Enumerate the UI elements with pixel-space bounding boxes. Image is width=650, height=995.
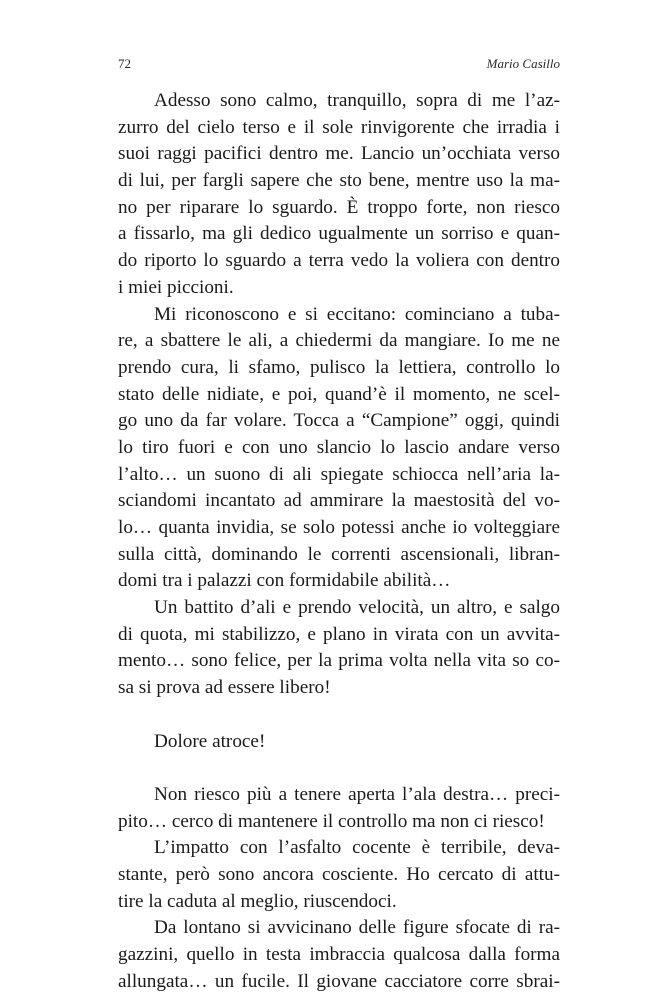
paragraph-4 xyxy=(118,729,560,756)
text-line: lo… quanta invidia, se solo potessi anche io volteggiare xyxy=(118,517,560,538)
text-line: di lui, per fargli sapere che sto bene, mentre uso la ma- xyxy=(118,170,560,192)
text-line: sulla città, dominando le correnti ascensionali, libran- xyxy=(118,543,560,565)
page-number: 72 xyxy=(118,56,131,71)
text-line: allungata… un fucile. Il giovane cacciatore corre sbrai- xyxy=(118,970,560,992)
text-line: do riporto lo sguardo a terra vedo la voliera con dentro xyxy=(118,250,560,272)
paragraph-6 xyxy=(118,835,560,915)
text-line: prendo cura, li sfamo, pulisco la lettiera, controllo lo xyxy=(118,356,560,378)
text-line: gazzini, quello in testa imbraccia qualcosa dalla forma xyxy=(118,944,560,965)
text-line: tire la caduta al meglio, riuscendoci. xyxy=(118,890,397,912)
body-text xyxy=(118,88,560,995)
text-line: l’alto… un suono di ali spiegate schiocca nell’aria la- xyxy=(118,463,560,485)
paragraph-2 xyxy=(118,302,560,596)
text-line: Non riesco più a tenere aperta l’ala destra… preci- xyxy=(154,783,560,805)
text-line: a fissarlo, ma gli dedico ugualmente un sorriso e quan- xyxy=(118,223,560,245)
paragraph-7 xyxy=(118,915,560,995)
text-line: di quota, mi stabilizzo, e plano in virata con un avvita- xyxy=(118,623,560,645)
text-line: Un battito d’ali e prendo velocità, un altro, e salgo xyxy=(154,597,560,619)
text-line: suoi raggi pacifici dentro me. Lancio un’occhiata verso xyxy=(118,143,560,165)
text-line: sciandomi incantato ad ammirare la maestosità del vo- xyxy=(118,490,560,512)
text-line: i miei piccioni. xyxy=(118,276,234,298)
text-line: Dolore atroce! xyxy=(154,730,266,752)
paragraph-3 xyxy=(118,595,560,702)
text-line: Da lontano si avvicinano delle figure sfocate di ra- xyxy=(154,917,560,939)
text-line: lo tiro fuori e con uno slancio lo lascio andare verso xyxy=(118,436,560,458)
section-spacer xyxy=(118,755,560,782)
text-line: go uno da far volare. Tocca a “Campione” oggi, quindi xyxy=(118,410,560,432)
text-line: sa si prova ad essere libero! xyxy=(118,677,331,699)
text-line: stato delle nidiate, e poi, quand’è il momento, ne scel- xyxy=(118,383,560,405)
text-line: pito… cerco di mantenere il controllo ma non ci riesco! xyxy=(118,810,545,832)
page-header xyxy=(118,56,560,76)
text-line: domi tra i palazzi con formidabile abilità… xyxy=(118,570,451,592)
paragraph-1 xyxy=(118,88,560,302)
running-head-author: Mario Casillo xyxy=(486,56,560,71)
text-line: re, a sbattere le ali, a chiedermi da mangiare. Io me ne xyxy=(118,330,560,352)
text-line: stante, però sono ancora cosciente. Ho cercato di attu- xyxy=(118,863,560,885)
paragraph-5 xyxy=(118,782,560,835)
section-spacer xyxy=(118,702,560,729)
text-line: Mi riconoscono e si eccitano: cominciano a tuba- xyxy=(154,303,560,325)
text-line: mento… sono felice, per la prima volta nella vita so co- xyxy=(118,650,560,672)
text-line: Adesso sono calmo, tranquillo, sopra di me l’az- xyxy=(154,90,560,111)
text-line: zurro del cielo terso e il sole rinvigorente che irradia i xyxy=(118,116,560,138)
text-line: L’impatto con l’asfalto cocente è terribile, deva- xyxy=(154,837,560,859)
text-line: no per riparare lo sguardo. È troppo forte, non riesco xyxy=(118,196,560,218)
